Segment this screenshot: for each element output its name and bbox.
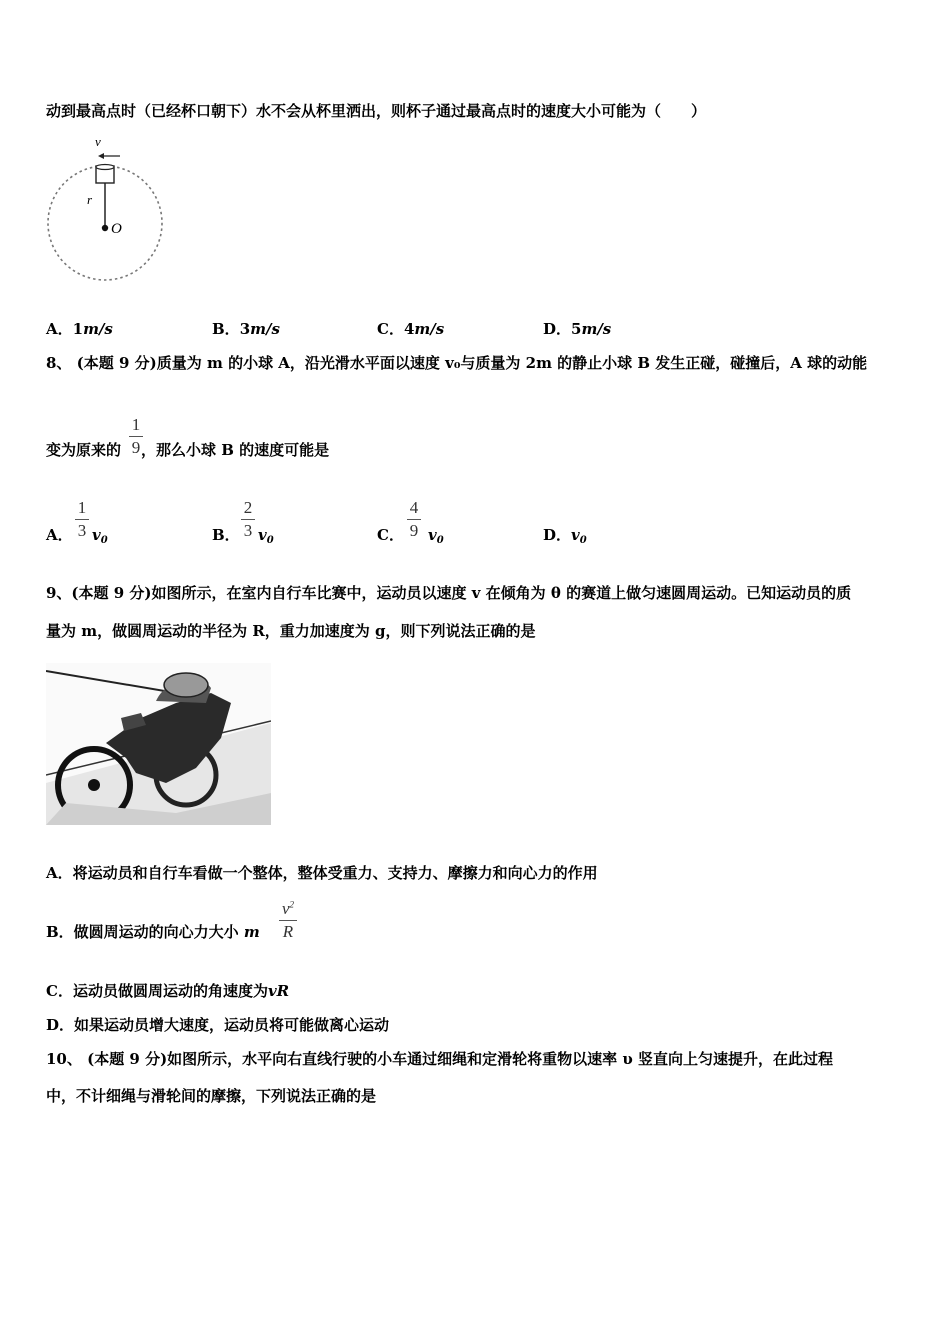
q9-option-a[interactable]: A．将运动员和自行车看做一个整体，整体受重力、支持力、摩擦力和向心力的作用 [46, 864, 598, 882]
numerator: 1 [77, 498, 87, 517]
denominator: 3 [77, 521, 87, 540]
option-value: 5 [571, 320, 582, 338]
q8-option-a[interactable] [46, 525, 73, 545]
denominator: 9 [131, 438, 141, 457]
option-value: 3 [239, 320, 251, 338]
center-label: O [111, 221, 122, 237]
option-value: 4 [403, 320, 415, 338]
cyclist-photo [46, 663, 271, 825]
option-letter: D． [543, 526, 572, 544]
option-text: C．运动员做圆周运动的角速度为 [46, 982, 268, 1000]
option-letter: C． [377, 320, 404, 338]
option-c-var: $v_0$ [428, 526, 444, 546]
option-value: 1 [72, 320, 84, 338]
denominator: 3 [243, 521, 253, 540]
q9-option-b[interactable] [46, 922, 260, 942]
mass-var: m [243, 923, 260, 941]
option-letter: A． [46, 526, 73, 544]
option-letter: B． [212, 526, 240, 544]
option-unit: m/s [414, 320, 445, 338]
option-unit: m/s [581, 320, 612, 338]
circular-motion-figure [40, 128, 170, 293]
question-number: 8、 [46, 354, 72, 372]
option-var: v [571, 526, 580, 544]
option-a-var: $v_0$ [92, 526, 108, 546]
q9-stem-line2: 量为 m，做圆周运动的半径为 R，重力加速度为 g，则下列说法正确的是 [46, 622, 536, 640]
option-sub: 0 [579, 535, 587, 546]
q8-option-d[interactable] [543, 525, 587, 551]
option-letter: C． [377, 526, 404, 544]
numerator: 1 [131, 415, 141, 434]
question-text: ，那么小球 B 的速度可能是 [141, 441, 330, 459]
question-text: (本题 9 分)质量为 m 的小球 A，沿光滑水平面以速度 v₀与质量为 2m 的静止小球 B 发生正碰，碰撞后，A 球的动能 [76, 354, 868, 372]
q9-option-d[interactable]: D．如果运动员增大速度，运动员将可能做离心运动 [46, 1016, 390, 1034]
numerator: 4 [409, 498, 419, 517]
q7-stem-tail: 动到最高点时（已经杯口朝下）水不会从杯里洒出，则杯子通过最高点时的速度大小可能为（ ） [46, 102, 707, 120]
exponent: 2 [289, 899, 295, 910]
q8-stem-line1 [46, 353, 867, 373]
denominator: R [282, 922, 294, 941]
option-letter: A． [46, 320, 73, 338]
q7-option-c[interactable] [377, 319, 444, 339]
q10-stem-line1: 10、 (本题 9 分)如图所示，水平向右直线行驶的小车通过细绳和定滑轮将重物以速率 υ 竖直向上匀速提升，在此过程 [46, 1050, 834, 1068]
velocity-label: v [95, 134, 101, 149]
option-letter: D． [543, 320, 572, 338]
option-c-fraction [407, 498, 421, 541]
option-letter: B． [212, 320, 240, 338]
q8-option-b[interactable] [212, 525, 240, 545]
q7-option-b[interactable] [212, 319, 280, 339]
v-squared-over-r [279, 899, 297, 942]
option-var: vR [267, 982, 290, 1000]
option-unit: m/s [83, 320, 113, 338]
q9-option-c[interactable] [46, 981, 289, 1001]
q9-stem-line1: 9、(本题 9 分)如图所示，在室内自行车比赛中，运动员以速度 v 在倾角为 θ 的赛道上做匀速圆周运动。已知运动员的质 [46, 584, 852, 602]
q7-option-a[interactable] [46, 319, 113, 339]
option-text: B．做圆周运动的向心力大小 [46, 923, 239, 941]
q8-option-c[interactable] [377, 525, 404, 545]
option-unit: m/s [250, 320, 280, 338]
q8-stem-line2 [46, 440, 329, 460]
denominator: 9 [409, 521, 419, 540]
question-text: 变为原来的 [46, 441, 122, 459]
q10-stem-line2: 中，不计细绳与滑轮间的摩擦，下列说法正确的是 [46, 1087, 377, 1105]
radius-label: r [87, 192, 93, 207]
q7-option-d[interactable] [543, 319, 611, 339]
option-b-fraction [241, 498, 255, 541]
numerator: 2 [243, 498, 253, 517]
numerator: v [281, 899, 290, 918]
option-a-fraction [75, 498, 89, 541]
fraction-one-ninth [129, 415, 143, 458]
option-b-var: $v_0$ [258, 526, 274, 546]
